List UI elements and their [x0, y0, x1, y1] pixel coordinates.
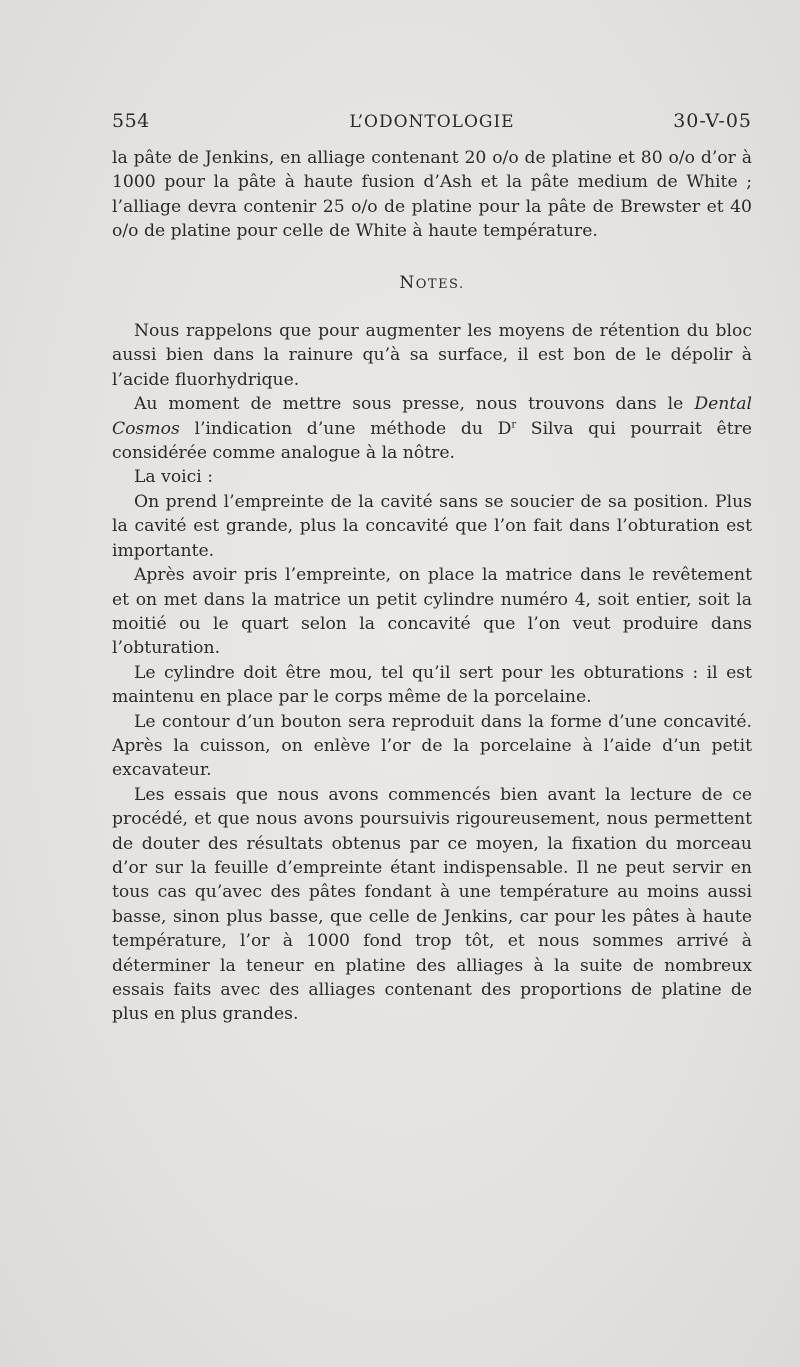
- section-title: [112, 271, 752, 297]
- section-title-initial: N: [399, 272, 416, 293]
- doctor-abbrev-sup: r: [511, 418, 517, 430]
- paragraph-3: La voici :: [134, 467, 214, 488]
- section-title-rest: OTES.: [415, 276, 465, 292]
- paragraph-2-text-a: Au moment de mettre sous presse, nous trouvons dans le: [134, 394, 695, 415]
- paragraph-2-text-c: Silva qui pourrait être considérée comme analogue à la nôtre.: [112, 418, 752, 464]
- body-text: [112, 146, 752, 1027]
- paragraph-2-text-b: l’indication d’une méthode du D: [179, 418, 512, 439]
- page-header: [112, 110, 752, 140]
- paragraph-7: Le contour d’un bouton sera reproduit dans la forme d’une concavité. Après la cuisson, on enlève l’or de la porcelaine à l’aide d’un petit excavateur.: [112, 711, 752, 781]
- issue-date: 30-V-05: [673, 110, 752, 132]
- continuation-paragraph: la pâte de Jenkins, en alliage contenant 20 o/o de platine et 80 o/o d’or à 1000 pour la pâte à haute fusion d’Ash et la pâte medium de White ; l’alliage devra contenir 25 o/o de platine pour la pâte de Brewster et 40 o/o de platine pour celle de White à haute température.: [112, 148, 752, 242]
- running-title: L’ODONTOLOGIE: [349, 112, 515, 132]
- paragraph-4: On prend l’empreinte de la cavité sans se soucier de sa position. Plus la cavité est grande, plus la concavité que l’on fait dans l’obturation est importante.: [112, 491, 752, 561]
- paragraph-8: Les essais que nous avons commencés bien avant la lecture de ce procédé, et que nous avons poursuivis rigoureusement, nous permettent de douter des résultats obtenus par ce moyen, la fixation du morceau d’or sur la feuille d’empreinte étant indispensable. Il ne peut servir en tous cas qu’avec des pâtes fondant à une température au moins aussi basse, sinon plus basse, que celle de Jenkins, car pour les pâtes à haute température, l’or à 1000 fond trop tôt, et nous sommes arrivé à déterminer la teneur en platine des alliages à la suite de nombreux essais faits avec des alliages contenant des proportions de platine de plus en plus grandes.: [112, 784, 752, 1025]
- paragraph-1: Nous rappelons que pour augmenter les moyens de rétention du bloc aussi bien dans la rainure qu’à sa surface, il est bon de le dépolir à l’acide fluorhydrique.: [112, 321, 752, 390]
- paragraph-2: [112, 392, 752, 465]
- paragraph-6: Le cylindre doit être mou, tel qu’il sert pour les obturations : il est maintenu en place par le corps même de la porcelaine.: [112, 662, 752, 708]
- journal-title: Dental Cosmos: [112, 394, 752, 439]
- paragraph-5: Après avoir pris l’empreinte, on place la matrice dans le revêtement et on met dans la matrice un petit cylindre numéro 4, soit entier, soit la moitié ou le quart selon la concavité que l’on veut produire dans l’obturation.: [112, 565, 752, 659]
- page-number: 554: [112, 110, 150, 132]
